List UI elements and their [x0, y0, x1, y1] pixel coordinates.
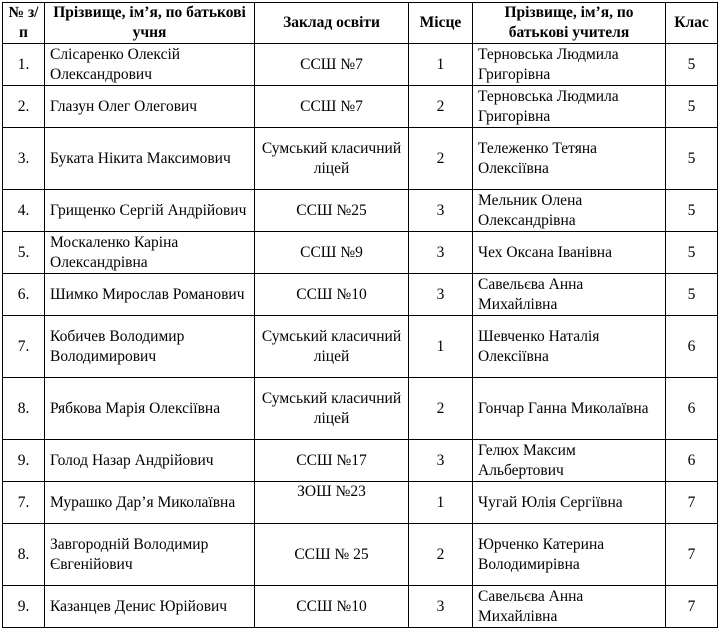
header-place: Місце — [409, 3, 473, 44]
cell-place: 3 — [409, 190, 473, 232]
cell-teacher: Савельєва Анна Михайлівна — [473, 586, 666, 628]
cell-grade: 5 — [666, 128, 718, 190]
cell-num: 1. — [3, 44, 45, 86]
cell-grade: 6 — [666, 378, 718, 440]
header-school: Заклад освіти — [255, 3, 409, 44]
cell-place: 3 — [409, 440, 473, 482]
cell-school: ССШ № 25 — [255, 524, 409, 586]
cell-num: 5. — [3, 232, 45, 274]
cell-student: Грищенко Сергій Андрійович — [45, 190, 255, 232]
cell-school: Сумський класичний ліцей — [255, 316, 409, 378]
cell-student: Слісаренко Олексій Олександрович — [45, 44, 255, 86]
cell-teacher: Чех Оксана Іванівна — [473, 232, 666, 274]
cell-student: Буката Нікита Максимович — [45, 128, 255, 190]
table-row — [3, 86, 718, 128]
cell-teacher: Тележенко Тетяна Олексіївна — [473, 128, 666, 190]
cell-num: 9. — [3, 586, 45, 628]
cell-num: 9. — [3, 440, 45, 482]
cell-school: ССШ №7 — [255, 86, 409, 128]
results-table — [2, 2, 718, 628]
cell-teacher: Чугай Юлія Сергіївна — [473, 482, 666, 524]
cell-grade: 5 — [666, 44, 718, 86]
table-row — [3, 232, 718, 274]
header-num: № з/п — [3, 3, 45, 44]
cell-num: 7. — [3, 482, 45, 524]
table-row — [3, 44, 718, 86]
cell-school: Сумський класичний ліцей — [255, 378, 409, 440]
header-teacher: Прізвище, ім’я, по батькові учителя — [473, 3, 666, 44]
cell-place: 2 — [409, 378, 473, 440]
cell-student: Казанцев Денис Юрійович — [45, 586, 255, 628]
table-row — [3, 586, 718, 628]
cell-school: ССШ №7 — [255, 44, 409, 86]
cell-num: 2. — [3, 86, 45, 128]
cell-place: 2 — [409, 524, 473, 586]
cell-num: 8. — [3, 524, 45, 586]
cell-place: 3 — [409, 586, 473, 628]
cell-school: ССШ №9 — [255, 232, 409, 274]
table-row — [3, 524, 718, 586]
cell-place: 2 — [409, 128, 473, 190]
cell-teacher: Юрченко Катерина Володимирівна — [473, 524, 666, 586]
cell-school: Сумський класичний ліцей — [255, 128, 409, 190]
cell-student: Шимко Мирослав Романович — [45, 274, 255, 316]
header-row — [3, 3, 718, 44]
cell-teacher: Гелюх Максим Альбертович — [473, 440, 666, 482]
cell-student: Москаленко Каріна Олександрівна — [45, 232, 255, 274]
cell-teacher: Терновська Людмила Григорівна — [473, 86, 666, 128]
cell-school: ССШ №10 — [255, 586, 409, 628]
cell-teacher: Савельєва Анна Михайлівна — [473, 274, 666, 316]
table-row — [3, 440, 718, 482]
table-row — [3, 190, 718, 232]
cell-teacher: Терновська Людмила Григорівна — [473, 44, 666, 86]
table-row — [3, 316, 718, 378]
cell-num: 8. — [3, 378, 45, 440]
cell-grade: 6 — [666, 440, 718, 482]
cell-grade: 7 — [666, 586, 718, 628]
cell-school: ССШ №25 — [255, 190, 409, 232]
cell-grade: 5 — [666, 274, 718, 316]
cell-teacher: Мельник Олена Олександрівна — [473, 190, 666, 232]
cell-num: 6. — [3, 274, 45, 316]
table-row — [3, 274, 718, 316]
cell-grade: 5 — [666, 86, 718, 128]
cell-place: 3 — [409, 274, 473, 316]
cell-school: ССШ №17 — [255, 440, 409, 482]
cell-school: ССШ №10 — [255, 274, 409, 316]
cell-num: 3. — [3, 128, 45, 190]
cell-place: 1 — [409, 482, 473, 524]
cell-student: Глазун Олег Олегович — [45, 86, 255, 128]
cell-teacher: Гончар Ганна Миколаївна — [473, 378, 666, 440]
cell-num: 7. — [3, 316, 45, 378]
cell-grade: 5 — [666, 190, 718, 232]
cell-student: Завгородній Володимир Євгенійович — [45, 524, 255, 586]
cell-num: 4. — [3, 190, 45, 232]
cell-place: 3 — [409, 232, 473, 274]
cell-school: ЗОШ №23 — [255, 482, 409, 524]
table-row — [3, 128, 718, 190]
cell-grade: 7 — [666, 524, 718, 586]
header-grade: Клас — [666, 3, 718, 44]
cell-place: 1 — [409, 44, 473, 86]
table-row — [3, 482, 718, 524]
cell-grade: 5 — [666, 232, 718, 274]
table-row — [3, 378, 718, 440]
cell-student: Кобичев Володимир Володимирович — [45, 316, 255, 378]
cell-student: Рябкова Марія Олексіївна — [45, 378, 255, 440]
cell-place: 2 — [409, 86, 473, 128]
header-student: Прізвище, ім’я, по батькові учня — [45, 3, 255, 44]
cell-place: 1 — [409, 316, 473, 378]
cell-grade: 7 — [666, 482, 718, 524]
cell-student: Мурашко Дар’я Миколаївна — [45, 482, 255, 524]
cell-grade: 6 — [666, 316, 718, 378]
cell-student: Голод Назар Андрійович — [45, 440, 255, 482]
cell-teacher: Шевченко Наталія Олексіївна — [473, 316, 666, 378]
